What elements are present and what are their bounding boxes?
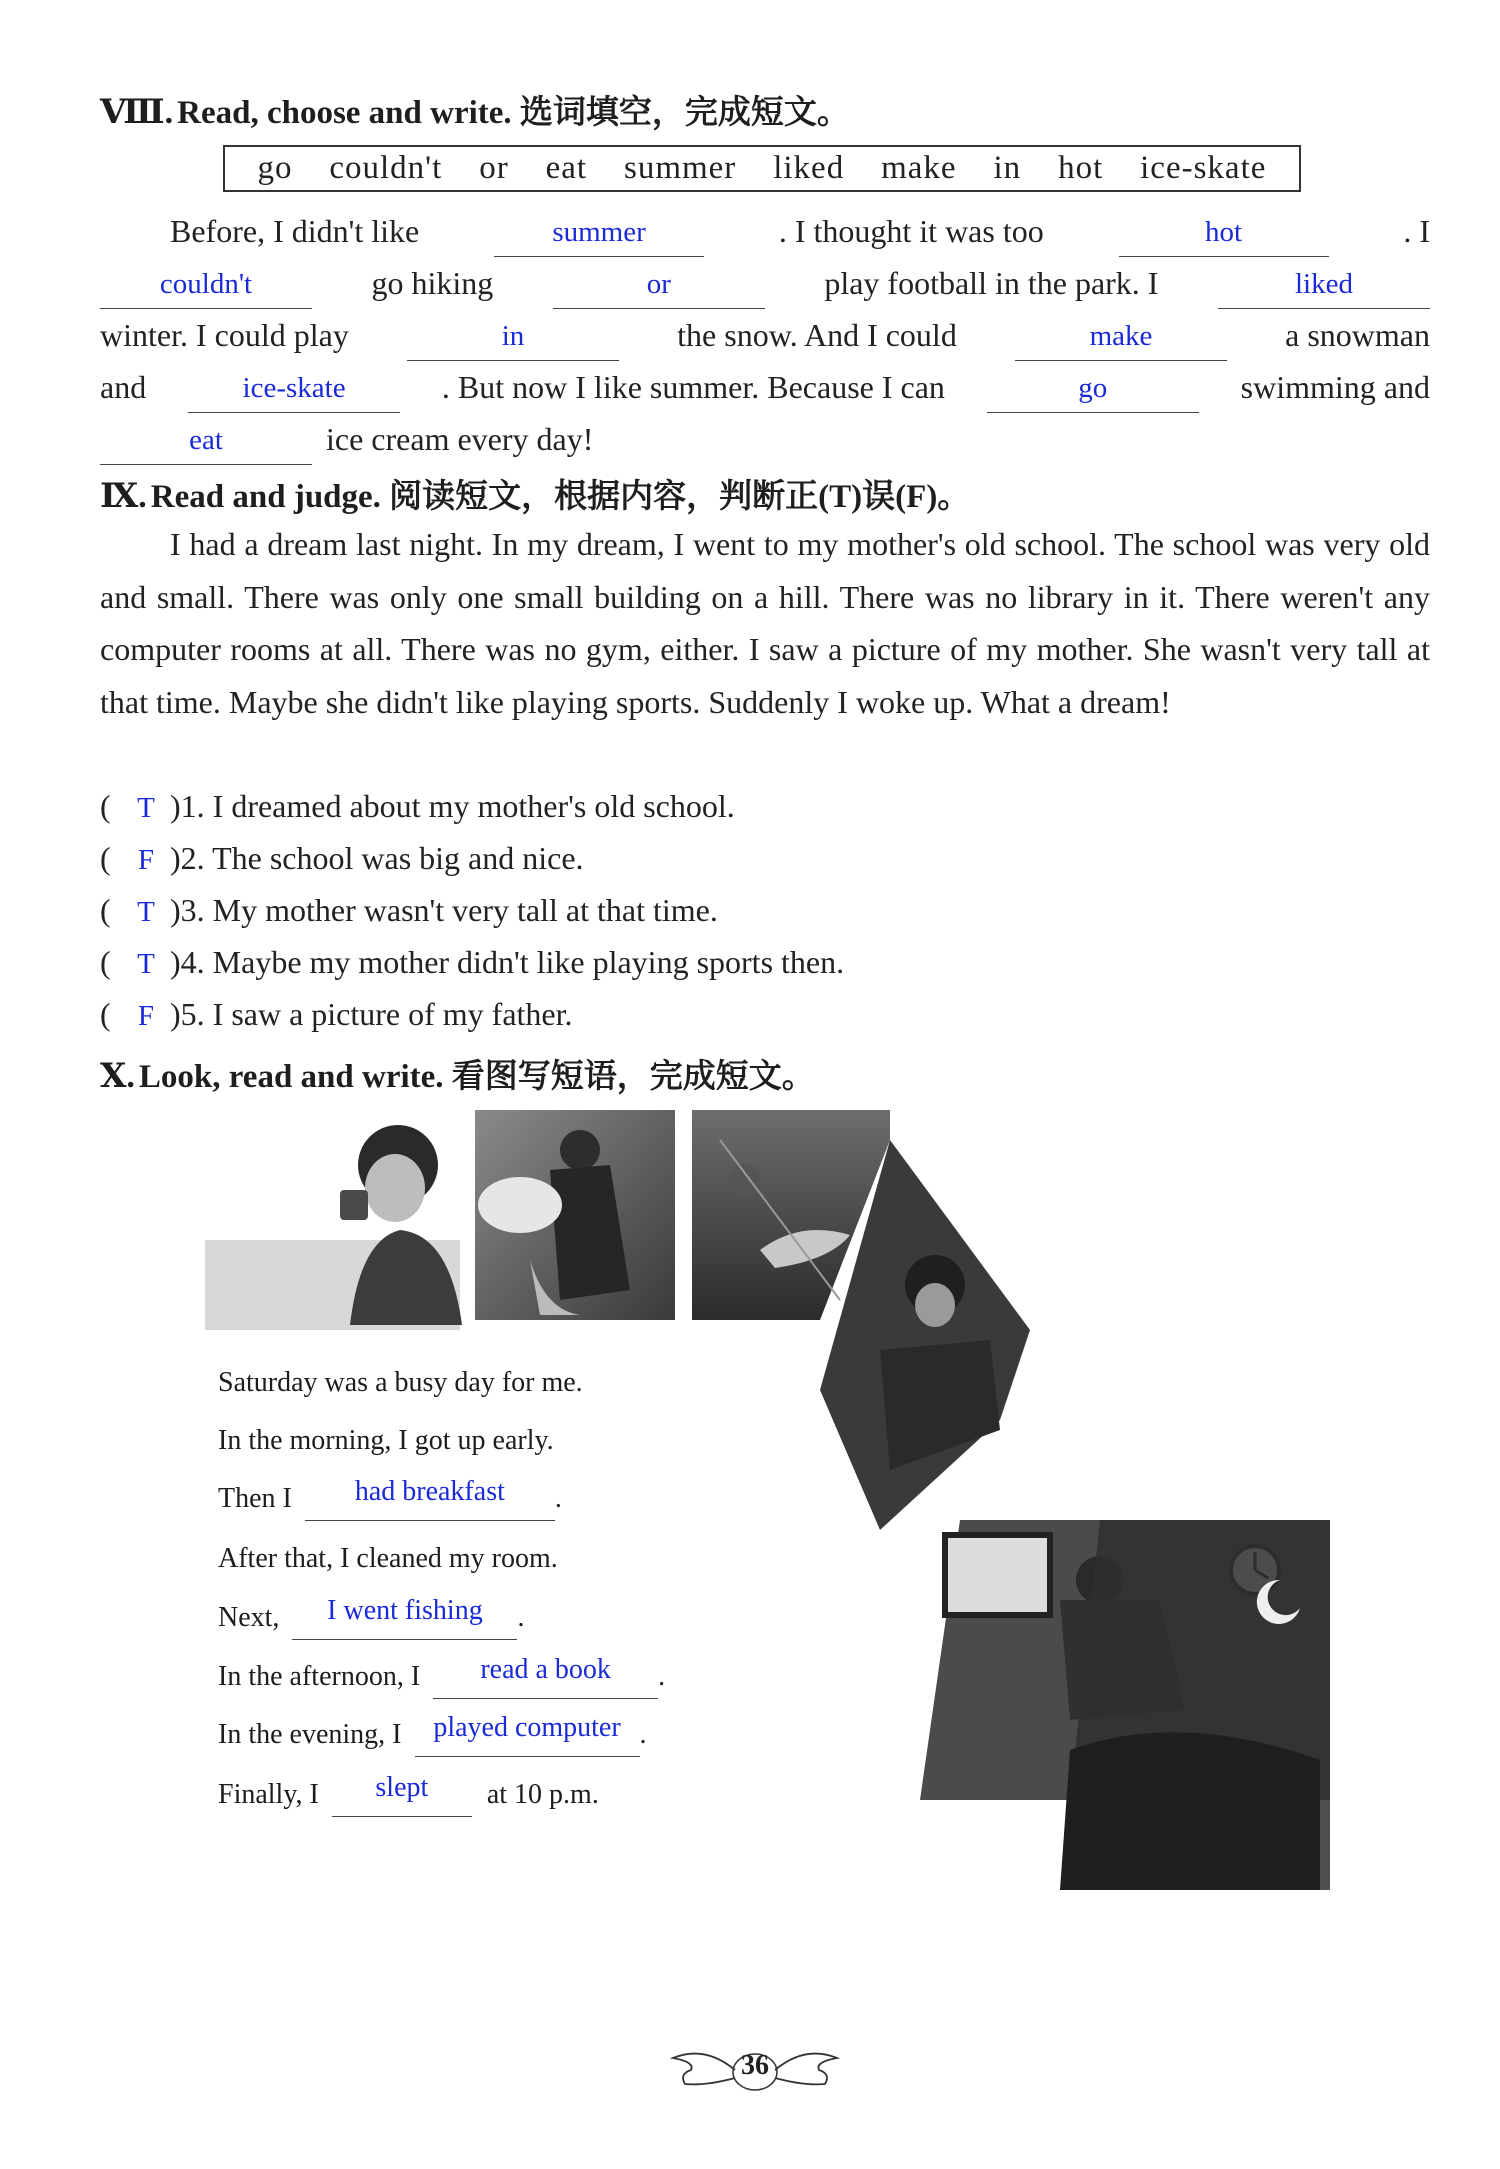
section-title: Look, read and write. 看图写短语，完成短文。 — [138, 1059, 815, 1095]
text: and — [100, 369, 147, 405]
answer: liked — [1294, 268, 1353, 300]
panel-cleaning-photo — [475, 1110, 675, 1320]
text: Finally, I — [218, 1779, 319, 1810]
answer: couldn't — [159, 268, 253, 300]
answer: read a book — [480, 1654, 611, 1685]
answer: I went fishing — [327, 1595, 483, 1626]
answer: summer — [552, 216, 646, 248]
story-line-2: In the morning, I got up early. — [218, 1425, 554, 1456]
text: winter. I could play — [100, 317, 349, 353]
text: go hiking — [371, 265, 494, 301]
answer-blank[interactable] — [1218, 264, 1430, 309]
answer: go — [1078, 372, 1108, 404]
text: . I — [1403, 213, 1430, 249]
answer: eat — [189, 424, 223, 456]
judge-answer[interactable]: T — [137, 792, 155, 824]
judge-statement: )4. Maybe my mother didn't like playing sports then. — [170, 944, 845, 980]
cloze-line-3 — [100, 309, 1430, 361]
story-line-7: In the evening, I played computer . — [218, 1713, 647, 1757]
section-number: Ⅸ. — [100, 478, 147, 515]
answer-blank[interactable] — [332, 1772, 472, 1817]
story-line-6: In the afternoon, I read a book . — [218, 1655, 665, 1699]
text: at 10 p.m. — [486, 1779, 599, 1810]
word-bank-item: liked — [773, 150, 845, 186]
panel-breakfast-photo — [205, 1125, 462, 1330]
answer-blank[interactable] — [188, 368, 400, 413]
answer-blank[interactable] — [1015, 316, 1227, 361]
answer-blank[interactable] — [292, 1595, 517, 1640]
story-line-5: Next, I went fishing . — [218, 1596, 524, 1640]
word-bank-item: summer — [623, 150, 737, 186]
answer: or — [646, 268, 671, 300]
text: Before, I didn't like — [170, 213, 420, 249]
section-number: Ⅹ. — [100, 1058, 135, 1095]
judge-item-4: ( T )4. Maybe my mother didn't like playing sports then. — [100, 936, 844, 988]
answer: had breakfast — [354, 1476, 505, 1507]
section-8-heading — [100, 86, 850, 133]
text: In the afternoon, I — [218, 1661, 421, 1692]
answer-blank[interactable] — [407, 316, 619, 361]
cloze-line-2 — [100, 257, 1430, 309]
page-number-text: 36 — [741, 2050, 769, 2081]
answer: slept — [375, 1772, 429, 1803]
story-line-3: Then I had breakfast . — [218, 1477, 562, 1521]
word-bank-item: go — [257, 150, 293, 186]
answer-blank[interactable] — [494, 212, 704, 257]
text: In the evening, I — [218, 1719, 402, 1750]
answer: hot — [1204, 216, 1243, 248]
judge-statement: )2. The school was big and nice. — [170, 840, 584, 876]
panel-sleeping-photo — [1060, 1520, 1330, 1890]
text: Next, — [218, 1602, 280, 1633]
answer: played computer — [433, 1712, 621, 1743]
word-bank — [223, 145, 1301, 192]
text: a snowman — [1285, 317, 1430, 353]
cloze-line-4 — [100, 361, 1430, 413]
story-line-4: After that, I cleaned my room. — [218, 1543, 558, 1574]
judge-item-5: ( F )5. I saw a picture of my father. — [100, 988, 573, 1040]
answer-blank[interactable] — [100, 264, 312, 309]
section-number: Ⅷ. — [100, 94, 174, 131]
cloze-line-1 — [170, 205, 1430, 257]
answer-blank[interactable] — [305, 1476, 555, 1521]
section-title: Read, choose and write. 选词填空，完成短文。 — [177, 95, 850, 131]
section-title: Read and judge. 阅读短文，根据内容，判断正(T)误(F)。 — [150, 479, 971, 515]
word-bank-item: make — [881, 150, 957, 186]
judge-statement: )3. My mother wasn't very tall at that time. — [170, 892, 718, 928]
judge-item-2: ( F )2. The school was big and nice. — [100, 832, 584, 884]
answer: ice-skate — [242, 372, 346, 404]
answer-blank[interactable] — [1119, 212, 1329, 257]
story-line-8 — [218, 1773, 599, 1817]
judge-statement: )5. I saw a picture of my father. — [170, 996, 573, 1032]
word-bank-item: hot — [1058, 150, 1104, 186]
word-bank-item: or — [479, 150, 509, 186]
page-number — [665, 2040, 845, 2100]
judge-answer[interactable]: F — [137, 844, 155, 876]
text: play football in the park. I — [824, 265, 1159, 301]
word-bank-item: couldn't — [329, 150, 443, 186]
section-10-heading — [100, 1050, 815, 1097]
word-bank-item: eat — [545, 150, 588, 186]
text: the snow. And I could — [677, 317, 957, 353]
judge-item-3: ( T )3. My mother wasn't very tall at that time. — [100, 884, 718, 936]
judge-answer[interactable]: T — [137, 948, 155, 980]
judge-answer[interactable]: F — [137, 1000, 155, 1032]
text: swimming and — [1240, 369, 1430, 405]
story-line-1: Saturday was a busy day for me. — [218, 1367, 583, 1398]
answer-blank[interactable] — [553, 264, 765, 309]
judge-item-1: ( T )1. I dreamed about my mother's old school. — [100, 780, 735, 832]
answer: in — [501, 320, 525, 352]
word-bank-item: in — [993, 150, 1022, 186]
answer: make — [1089, 320, 1153, 352]
reading-passage: I had a dream last night. In my dream, I went to my mother's old school. The school was very old and small. There was only one small building on a hill. There was no library in it. There weren't any computer rooms at all. There was no gym, either. I saw a picture of my mother. She wasn't very tall at that time. Maybe she didn't like playing sports. Suddenly I woke up. What a dream! — [100, 526, 1430, 720]
judge-answer[interactable]: T — [137, 896, 155, 928]
text: ice cream every day! — [326, 421, 594, 457]
section-9-heading — [100, 470, 970, 517]
word-bank-item: ice-skate — [1140, 150, 1267, 186]
text: . But now I like summer. Because I can — [441, 369, 945, 405]
text: Then I — [218, 1483, 292, 1514]
text: . I thought it was too — [778, 213, 1044, 249]
judge-statement: )1. I dreamed about my mother's old school. — [170, 788, 735, 824]
answer-blank[interactable] — [100, 420, 312, 465]
cloze-line-5 — [100, 413, 593, 465]
answer-blank[interactable] — [987, 368, 1199, 413]
